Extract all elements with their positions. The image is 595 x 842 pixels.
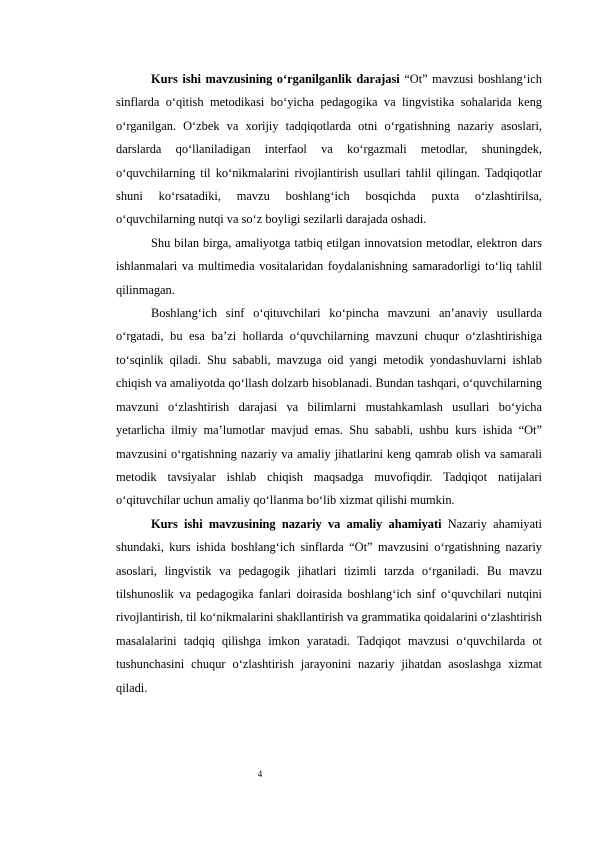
paragraph-text: Shu bilan birga, amaliyotga tatbiq etilgan innovatsion metodlar, elektron dars ishlanmalari va multimedia vositalaridan foydalanishning samaradorligi to‘liq tahlil qilinmagan. <box>116 235 542 297</box>
heading-significance: Kurs ishi mavzusining nazariy va amaliy ahamiyati <box>151 516 442 531</box>
paragraph-innovative-methods <box>116 232 542 302</box>
paragraph-text: Boshlang‘ich sinf o‘qituvchilari ko‘pincha mavzuni an’anaviy usullarda o‘rgatadi, bu esa ba’zi hollarda o‘quvchilarning mavzuni chuqur o‘zlashtirishiga to‘sqinlik qiladi. Shu sababli, mavzuga oid yangi metodik yondashuvlarni ishlab chiqish va amaliyotda qo‘llash dolzarb hisoblanadi. Bundan tashqari, o‘quvchilarning mavzuni o‘zlashtirish darajasi va bilimlarni mustahkamlash usullari bo‘yicha yetarlicha ilmiy ma’lumotlar mavjud emas. Shu sababli, ushbu kurs ishida “Ot” mavzusini o‘rgatishning nazariy va amaliy jihatlarini keng qamrab olish va samarali metodik tavsiyalar ishlab chiqish maqsadga muvofiqdir. Tadqiqot natijalari o‘qituvchilar uchun amaliy qo‘llanma bo‘lib xizmat qilishi mumkin. <box>116 306 542 508</box>
document-body <box>116 68 542 700</box>
paragraph-teachers-methods <box>116 302 542 513</box>
heading-degree-of-study: Kurs ishi mavzusining o‘rganilganlik darajasi <box>151 72 400 86</box>
paragraph-degree-of-study <box>116 68 542 232</box>
paragraph-significance <box>116 513 542 700</box>
page-number: 4 <box>257 769 263 779</box>
paragraph-text: Nazariy ahamiyati shundaki, kurs ishida boshlang‘ich sinflarda “Ot” mavzusini o‘rgatishning nazariy asoslari, lingvistik va pedagogik jihatlari tizimli tarzda o‘rganiladi. Bu mavzu tilshunoslik va pedagogika fanlari doirasida boshlang‘ich sinf o‘quvchilari nutqini rivojlantirish, til ko‘nikmalarini shakllantirish va grammatika qoidalarini o‘zlashtirish masalalarini tadqiq qilishga imkon yaratadi. Tadqiqot mavzusi o‘quvchilarda ot tushunchasini chuqur o‘zlashtirish jarayonini nazariy jihatdan asoslashga xizmat qiladi. <box>116 516 542 695</box>
paragraph-text: “Ot” mavzusi boshlang‘ich sinflarda o‘qitish metodikasi bo‘yicha pedagogika va lingvistika sohalarida keng o‘rganilgan. O‘zbek va xorijiy tadqiqotlarda otni o‘rgatishning nazariy asoslari, darslarda qo‘llaniladigan interfaol va ko‘rgazmali metodlar, shuningdek, o‘quvchilarning til ko‘nikmalarini rivojlantirish usullari tahlil qilingan. Tadqiqotlar shuni ko‘rsatadiki, mavzu boshlang‘ich bosqichda puxta o‘zlashtirilsa, o‘quvchilarning nutqi va so‘z boyligi sezilarli darajada oshadi. <box>116 72 543 227</box>
